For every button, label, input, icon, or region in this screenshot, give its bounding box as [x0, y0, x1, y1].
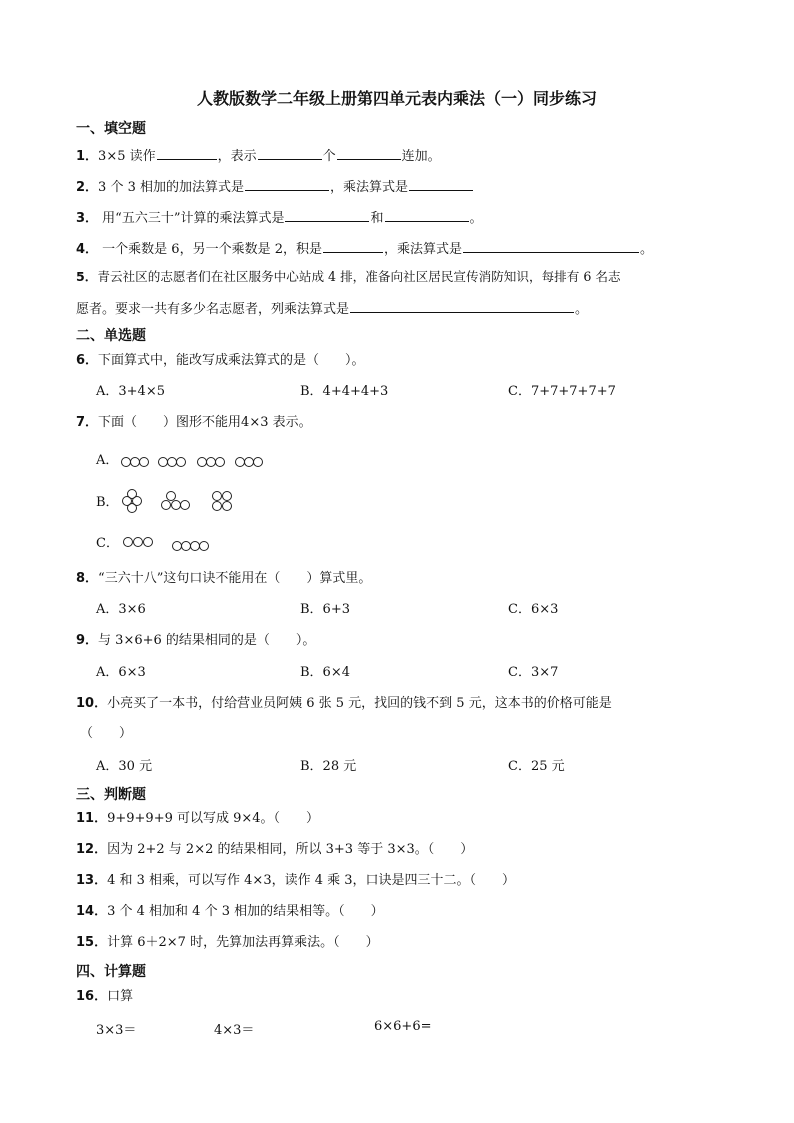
option-c[interactable]: C．3×7 — [508, 665, 559, 680]
question-text: ，乘法算式是 — [330, 180, 409, 195]
answer-blank[interactable] — [409, 176, 473, 191]
question-text: 9+9+9+9 可以写成 9×4。（ ） — [107, 811, 320, 826]
question-text: ，表示 — [217, 149, 257, 164]
option-c[interactable]: C． — [96, 536, 119, 551]
question-4 — [76, 238, 653, 259]
question-number: 10． — [76, 696, 108, 711]
question-6 — [76, 352, 365, 370]
question-text: 和 — [370, 211, 384, 226]
question-15 — [76, 934, 379, 952]
answer-blank[interactable] — [285, 207, 369, 222]
circle — [222, 501, 232, 511]
circle — [161, 500, 171, 510]
answer-blank[interactable] — [245, 176, 329, 191]
question-8 — [76, 570, 371, 588]
question-5-line-1 — [76, 268, 621, 286]
question-text: 。 — [469, 211, 483, 226]
circle — [127, 503, 137, 513]
question-text: 个 — [322, 149, 336, 164]
question-11 — [76, 810, 319, 828]
answer-paren[interactable]: （ ） — [80, 726, 133, 741]
question-number: 4． — [76, 242, 99, 257]
question-number: 14． — [76, 904, 108, 919]
answer-blank[interactable] — [463, 238, 639, 253]
option-b[interactable]: B．6+3 — [300, 602, 350, 617]
question-number: 1． — [76, 149, 99, 164]
question-text: 一个乘数是 6，另一个乘数是 2，积是 — [98, 242, 322, 257]
question-13 — [76, 872, 515, 890]
question-16 — [76, 988, 133, 1006]
question-number: 7． — [76, 415, 99, 430]
question-text: 3×5 读作 — [98, 149, 156, 164]
answer-blank[interactable] — [350, 298, 574, 313]
circle — [133, 537, 143, 547]
question-12 — [76, 841, 473, 859]
circle — [253, 457, 263, 467]
question-text: 愿者。要求一共有多少名志愿者，列乘法算式是 — [76, 302, 350, 317]
question-text: 。 — [640, 242, 654, 257]
option-b[interactable]: B．4+4+4+3 — [300, 384, 389, 399]
question-text: 青云社区的志愿者们在社区服务中心站成 4 排，准备向社区居民宣传消防知识，每排有 6 名志 — [97, 269, 621, 284]
option-c[interactable]: C．7+7+7+7+7 — [508, 384, 616, 399]
question-number: 5． — [76, 269, 98, 284]
section-heading-single-choice: 二、单选题 — [76, 328, 146, 344]
question-number: 16． — [76, 989, 108, 1004]
question-text: ，乘法算式是 — [384, 242, 463, 257]
question-text: 下面算式中，能改写成乘法算式的是（ ）。 — [98, 353, 365, 368]
circle — [176, 457, 186, 467]
circle — [199, 541, 209, 551]
question-7 — [76, 414, 312, 432]
question-5-line-2 — [76, 298, 588, 319]
answer-blank[interactable] — [337, 145, 401, 160]
calc-item[interactable]: 3×3＝ — [96, 1023, 137, 1038]
question-text: 用“五六三十”计算的乘法算式是 — [98, 211, 285, 226]
circle — [123, 537, 133, 547]
circle — [222, 491, 232, 501]
question-text: 连加。 — [401, 149, 441, 164]
option-c[interactable]: C．25 元 — [508, 759, 565, 774]
section-heading-calculation: 四、计算题 — [76, 964, 146, 980]
answer-blank[interactable] — [258, 145, 322, 160]
section-heading-true-false: 三、判断题 — [76, 787, 146, 803]
question-number: 2． — [76, 180, 99, 195]
question-9 — [76, 632, 315, 650]
question-text: 因为 2+2 与 2×2 的结果相同，所以 3+3 等于 3×3。（ ） — [107, 842, 474, 857]
calc-item[interactable]: 6×6+6= — [374, 1019, 432, 1034]
option-c[interactable]: C．6×3 — [508, 602, 559, 617]
circle — [212, 501, 222, 511]
question-text: “三六十八”这句口诀不能用在（ ）算式里。 — [98, 571, 372, 586]
question-number: 15． — [76, 935, 108, 950]
question-number: 12． — [76, 842, 108, 857]
question-text: 下面（ ）图形不能用4×3 表示。 — [98, 415, 312, 430]
question-1 — [76, 145, 441, 166]
question-text: 4 和 3 相乘，可以写作 4×3，读作 4 乘 3，口诀是四三十二。（ ） — [107, 873, 516, 888]
circle — [143, 537, 153, 547]
answer-blank[interactable] — [323, 238, 383, 253]
question-text: 计算 6＋2×7 时，先算加法再算乘法。（ ） — [107, 935, 379, 950]
question-number: 9． — [76, 633, 99, 648]
circle — [212, 491, 222, 501]
option-a[interactable]: A．30 元 — [96, 759, 153, 774]
question-3 — [76, 207, 483, 228]
circle — [180, 500, 190, 510]
question-number: 11． — [76, 811, 108, 826]
question-14 — [76, 903, 384, 921]
option-a[interactable]: A．6×3 — [96, 665, 146, 680]
circle — [139, 457, 149, 467]
option-a[interactable]: A． — [96, 453, 119, 468]
option-b[interactable]: B．6×4 — [300, 665, 350, 680]
question-text: 口算 — [107, 989, 134, 1004]
question-number: 8． — [76, 571, 99, 586]
question-text: 与 3×6+6 的结果相同的是（ ）。 — [98, 633, 316, 648]
circle — [215, 457, 225, 467]
question-text: 小亮买了一本书，付给营业员阿姨 6 张 5 元，找回的钱不到 5 元，这本书的价格可能是 — [107, 696, 612, 711]
option-a[interactable]: A．3+4×5 — [96, 384, 165, 399]
question-2 — [76, 176, 474, 197]
question-text: 3 个 3 相加的加法算式是 — [98, 180, 244, 195]
option-a[interactable]: A．3×6 — [96, 602, 146, 617]
option-b[interactable]: B． — [96, 495, 119, 510]
page-title: 人教版数学二年级上册第四单元表内乘法（一）同步练习 — [196, 89, 597, 108]
question-text: 3 个 4 相加和 4 个 3 相加的结果相等。（ ） — [107, 904, 384, 919]
question-number: 13． — [76, 873, 108, 888]
section-heading-fill-blank: 一、填空题 — [76, 121, 146, 137]
question-number: 6． — [76, 353, 99, 368]
question-10 — [76, 695, 612, 713]
option-b[interactable]: B．28 元 — [300, 759, 357, 774]
answer-blank[interactable] — [157, 145, 217, 160]
calc-item[interactable]: 4×3＝ — [214, 1023, 255, 1038]
question-text: 。 — [575, 302, 589, 317]
answer-blank[interactable] — [385, 207, 469, 222]
question-number: 3． — [76, 211, 99, 226]
